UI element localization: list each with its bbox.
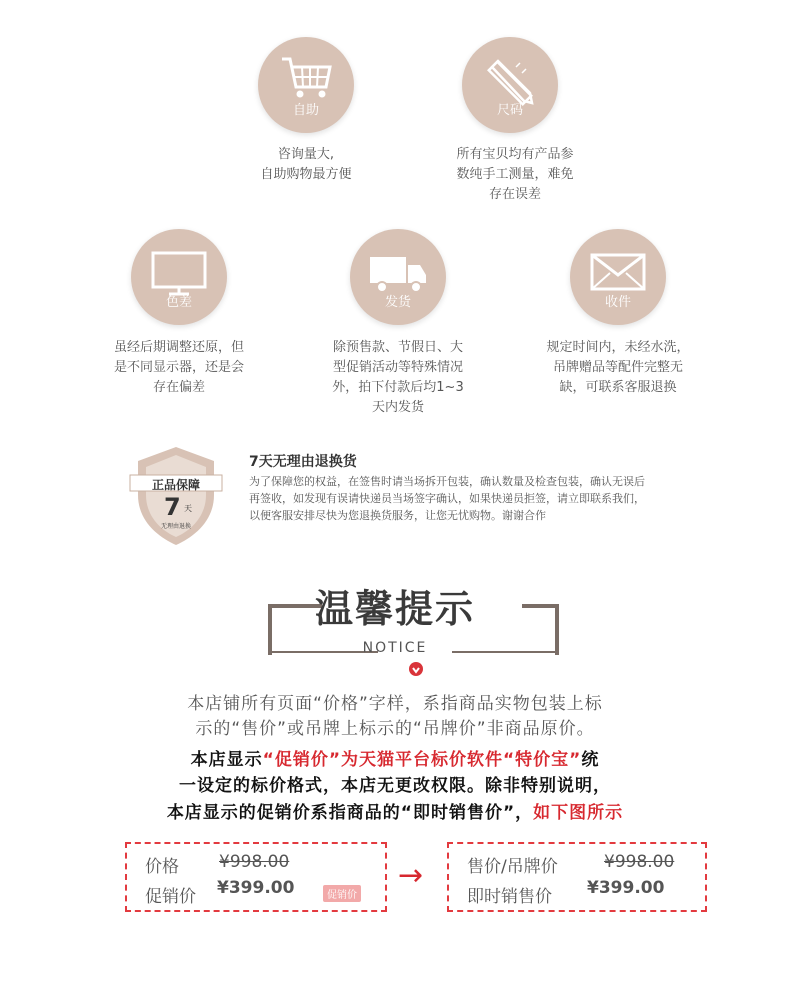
- original-price: ¥998.00: [604, 852, 675, 872]
- text-b: 如下图所示: [533, 803, 624, 823]
- text-a: 本店显示: [190, 750, 263, 770]
- price-box-right: [447, 842, 707, 912]
- desc-line: 外，拍下付款后均1~3: [332, 380, 464, 395]
- guarantee-line: 以便客服安排尽快为您退换货服务，让您无忧购物。谢谢合作: [249, 509, 546, 522]
- tag-price-label: 售价/吊牌价: [467, 857, 558, 877]
- color-label: 色差: [165, 295, 192, 310]
- text-a: 本店显示的促销价系指商品的“即时销售价”，: [166, 803, 534, 823]
- size-label: 尺码: [496, 103, 523, 118]
- badge-sub: 无理由退换: [160, 523, 191, 530]
- shipping-label: 发货: [384, 295, 411, 310]
- original-price: ¥998.00: [219, 852, 290, 872]
- receive-label: 收件: [604, 295, 631, 310]
- promo-tag: 促销价: [323, 885, 361, 902]
- desc-line: 缺，可联系客服退换: [559, 380, 677, 395]
- desc-line: 型促销活动等特殊情况: [332, 360, 463, 375]
- notice-title: 温馨提示: [314, 587, 475, 631]
- promo-label: 促销价: [145, 887, 196, 907]
- desc-line: 吊牌赠品等配件完整无: [552, 360, 683, 375]
- self-service-label: 自助: [292, 103, 319, 118]
- chevron-down-icon: [409, 662, 423, 676]
- price-label: 价格: [145, 857, 179, 877]
- badge-days: 7: [164, 493, 181, 521]
- badge-unit: 天: [184, 504, 192, 513]
- text-b: “促销价”为天猫平台标价软件“特价宝”: [262, 750, 582, 770]
- promo-price: ¥399.00: [217, 878, 295, 898]
- instant-price-label: 即时销售价: [467, 887, 552, 907]
- notice-p2-line3: [0, 798, 790, 823]
- desc-line: 是不同显示器，还是会: [113, 360, 244, 375]
- desc-line: 所有宝贝均有产品参: [456, 147, 574, 162]
- desc-line: 自助购物最方便: [260, 167, 352, 182]
- instant-price: ¥399.00: [587, 878, 665, 898]
- notice-p2-line2: 一设定的标价格式，本店无更改权限。除非特别说明，: [179, 776, 611, 796]
- arrow-right-icon: →: [398, 858, 424, 893]
- desc-line: 存在偏差: [152, 380, 205, 395]
- desc-line: 天内发货: [371, 400, 424, 415]
- notice-p1-line2: 示的“售价”或吊牌上标示的“吊牌价”非商品原价。: [195, 719, 595, 739]
- desc-line: 数纯手工测量，难免: [456, 167, 574, 182]
- notice-subtitle: NOTICE: [362, 640, 428, 656]
- desc-line: 咨询量大,: [277, 147, 335, 162]
- text-c: 统: [581, 750, 600, 770]
- guarantee-title: 7天无理由退换货: [249, 454, 357, 470]
- guarantee-line: 再签收，如发现有误请快递员当场签字确认，如果快递员拒签，请立即联系我们，: [249, 492, 645, 505]
- desc-line: 虽经后期调整还原，但: [113, 340, 244, 355]
- price-box-left: [125, 842, 387, 912]
- notice-p2-line1: [0, 745, 790, 770]
- notice-p1-line1: 本店铺所有页面“价格”字样，系指商品实物包装上标: [187, 694, 603, 714]
- desc-line: 存在误差: [488, 187, 541, 202]
- badge-title: 正品保障: [151, 478, 200, 492]
- desc-line: 除预售款、节假日、大: [332, 340, 463, 355]
- guarantee-line: 为了保障您的权益，在签售时请当场拆开包装，确认数量及检查包装，确认无误后: [249, 475, 645, 488]
- desc-line: 规定时间内，未经水洗，: [546, 340, 690, 355]
